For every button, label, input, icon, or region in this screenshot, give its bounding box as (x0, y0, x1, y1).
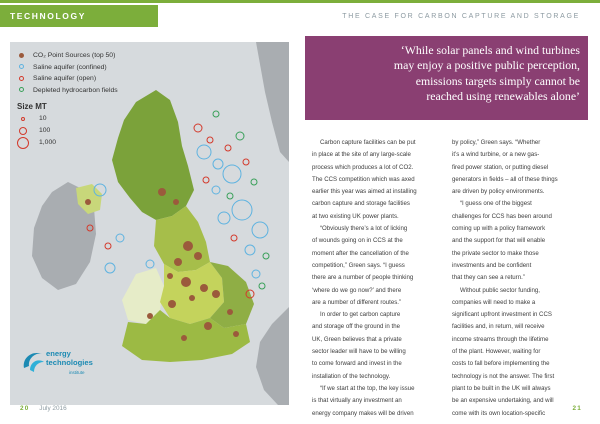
co2-source-marker (85, 199, 91, 205)
article-line: that they can see a return.” (452, 274, 525, 282)
article-line: “If we start at the top, the key issue (320, 384, 415, 392)
article-line: energy company makes will be driven (312, 409, 414, 417)
article-line: installation of the technology. (312, 372, 391, 380)
article-line: the private sector to make those (452, 249, 539, 257)
legend-item-aquifer-confined (17, 62, 157, 74)
pull-quote (305, 36, 588, 120)
article-line: companies will need to make a (452, 298, 536, 306)
pull-quote-line: reached using renewables alone’ (426, 89, 580, 104)
article-line: investments and be confident (452, 261, 532, 269)
size-small-swatch-icon (21, 117, 25, 121)
article-line: In order to get carbon capture (320, 311, 401, 319)
article-column-1 (312, 137, 440, 420)
co2-source-marker (158, 188, 166, 196)
legend-item-hydrocarbon (17, 85, 157, 97)
article-line: “I guess one of the biggest (460, 200, 532, 208)
legend-item-point-sources (17, 50, 157, 62)
article-line: it’s a wind turbine, or a new gas- (452, 151, 540, 159)
co2-source-marker (194, 252, 202, 260)
section-label: TECHNOLOGY (0, 5, 158, 27)
hydrocarbon-swatch-icon (19, 87, 24, 92)
page-number-right: 21 (572, 405, 582, 412)
article-line: to come forward and invest in the (312, 360, 402, 368)
article-line: come with its own location-specific (452, 409, 546, 417)
co2-source-marker (183, 241, 193, 251)
co2-source-marker (168, 300, 176, 308)
article-line: The CCS competition which was axed (312, 175, 415, 183)
co2-source-marker (227, 309, 233, 315)
footer-right (572, 405, 582, 412)
article-line: carbon capture and storage facilities (312, 200, 410, 208)
size-legend-small (17, 113, 157, 125)
top-rule (0, 0, 600, 3)
article-line: challenges for CCS has been around (452, 212, 552, 220)
article-line: at two existing UK power plants. (312, 212, 399, 220)
logo-line: technologies (46, 357, 93, 367)
article-line: of the plant. However, waiting for (452, 348, 541, 356)
article-line: by policy,” Green says. “Whether (452, 139, 541, 146)
article-line: be an expensive undertaking, and will (452, 397, 554, 405)
article-line: sector leader will have to be willing (312, 348, 406, 356)
article-line: facilities and, in return, will receive (452, 323, 545, 331)
pull-quote-line: emissions targets simply cannot be (415, 73, 580, 88)
article-line: and the support for that will enable (452, 237, 546, 245)
article-line: earlier this year was aimed at installing (312, 188, 417, 196)
article-line: moment after the cancellation of the (312, 249, 409, 257)
article-line: competition,” Green says. “I guess (312, 261, 405, 269)
article-line: technology is not the answer. The first (452, 372, 555, 380)
article-line: Carbon capture facilities can be put (320, 139, 416, 146)
co2-source-marker (173, 199, 179, 205)
article-line: and storage off the ground in the (312, 323, 400, 331)
running-head: THE CASE FOR CARBON CAPTURE AND STORAGE (342, 13, 580, 20)
article-line: “Obviously there’s a lot of licking (320, 225, 408, 233)
co2-source-marker (181, 277, 191, 287)
issue-date: July 2016 (39, 405, 67, 412)
article-column-2 (452, 137, 586, 420)
article-line: is that virtually any investment an (312, 397, 402, 405)
article-line: fired power station, or putting diesel (452, 163, 549, 171)
article-line: ‘where do we go now?’ and there (312, 286, 402, 294)
article-line: there are a number of people thinking (312, 274, 414, 282)
aquifer-open-swatch-icon (19, 76, 24, 81)
size-legend-title: Size MT (17, 102, 47, 111)
energy-technologies-institute-logo (20, 344, 100, 384)
size-legend-large (17, 137, 157, 149)
pull-quote-line: ‘While solar panels and wind turbines (400, 43, 580, 57)
co2-source-marker (174, 258, 182, 266)
article-line: process which produces a lot of CO2. (312, 163, 414, 171)
co2-source-marker (212, 290, 220, 298)
logo-subline: institute (69, 370, 85, 375)
size-label: 100 (39, 127, 51, 134)
article-line: income streams through the lifetime (452, 335, 549, 343)
co2-source-marker (167, 273, 173, 279)
legend-label: Saline aquifer (confined) (33, 63, 107, 71)
co2-source-marker (147, 313, 153, 319)
footer-left (20, 405, 67, 412)
article-line: coming up with a policy framework (452, 225, 546, 233)
ccs-map (10, 42, 289, 405)
legend-label: CO₂ Point Sources (top 50) (33, 52, 116, 59)
co2-source-marker (204, 322, 212, 330)
legend-label: Depleted hydrocarbon fields (33, 86, 118, 94)
article-line: plant to be built in the UK will always (452, 384, 551, 392)
article-line: generators in fields – all of these things (452, 175, 558, 183)
size-legend-medium (17, 125, 157, 137)
page-number-left: 20 (20, 405, 30, 412)
article-line: are a number of different routes.” (312, 298, 401, 306)
article-line: UK, Green believes that a private (312, 335, 402, 343)
legend-label: Saline aquifer (open) (33, 75, 97, 82)
article-line: Without public sector funding, (460, 286, 540, 294)
co2-source-marker (200, 284, 208, 292)
co2-source-marker (233, 331, 239, 337)
size-medium-swatch-icon (19, 127, 27, 135)
article-line: in place at the site of any large-scale (312, 151, 411, 159)
article-line: significant upfront investment in CCS (452, 311, 552, 319)
point-source-swatch-icon (19, 53, 24, 58)
article-line: are driven by policy environments. (452, 188, 545, 196)
map-legend (17, 50, 157, 149)
article-line: costs to fall before implementing the (452, 360, 550, 368)
article-line: of wounds going on in CCS at the (312, 237, 403, 245)
pull-quote-line: may enjoy a positive public perception, (393, 58, 580, 73)
co2-source-marker (181, 335, 187, 341)
legend-item-aquifer-open (17, 73, 157, 85)
co2-source-marker (189, 295, 195, 301)
size-large-swatch-icon (17, 137, 29, 149)
aquifer-confined-swatch-icon (19, 64, 24, 69)
size-label: 10 (39, 115, 47, 122)
size-label: 1,000 (39, 139, 57, 146)
logo-wordmark (46, 350, 93, 367)
eti-swirl-icon (20, 348, 46, 374)
logo-line: energy (46, 349, 71, 358)
